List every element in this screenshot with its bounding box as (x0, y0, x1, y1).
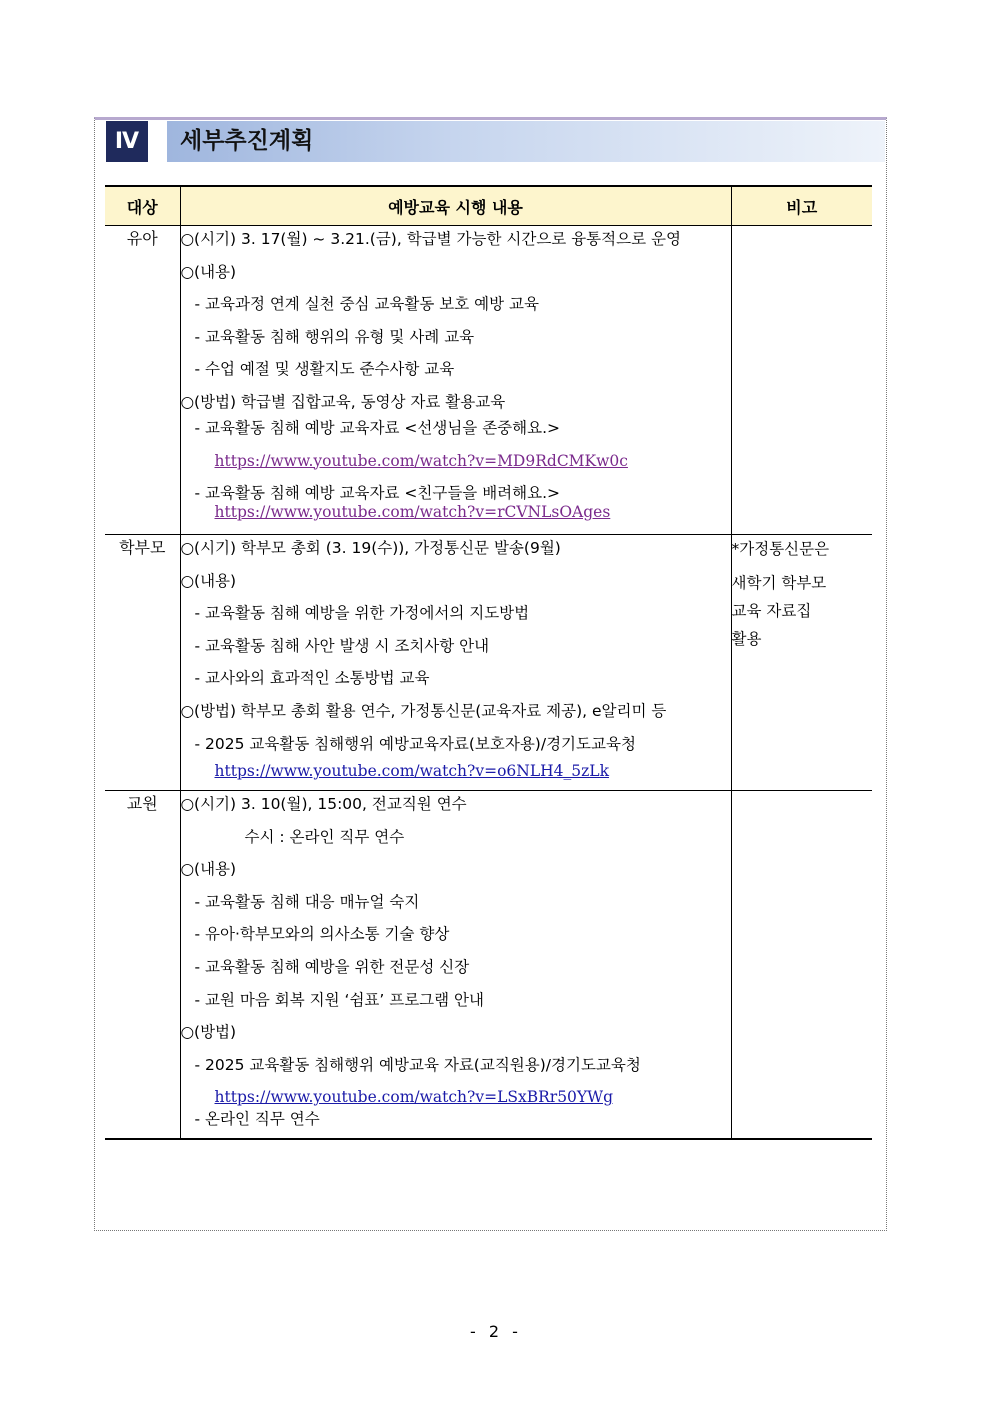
content-line: - 교육과정 연계 실천 중심 교육활동 보호 예방 교육 (194, 295, 539, 314)
content-line: - 온라인 직무 연수 (194, 1110, 320, 1129)
video-link[interactable]: https://www.youtube.com/watch?v=o6NLH4_5zLk (214, 762, 609, 781)
content-line: ○(시기) 3. 10(월), 15:00, 전교직원 연수 (180, 795, 467, 813)
page-number: - 2 - (470, 1322, 522, 1341)
header-note: 비고 (731, 186, 872, 226)
section-title: 세부추진계획 (180, 128, 314, 154)
plan-table (105, 185, 872, 1140)
content-line: ○(방법) (180, 1023, 237, 1042)
note-cell (731, 535, 872, 791)
table-row (105, 226, 872, 535)
content-cell (180, 791, 731, 1139)
table-row (105, 791, 872, 1139)
section-number-badge: Ⅳ (106, 121, 148, 162)
content-line: ○(내용) (180, 860, 237, 879)
content-line: - 교육활동 침해 예방을 위한 가정에서의 지도방법 (194, 604, 530, 623)
target-cell: 학부모 (105, 535, 180, 791)
content-line: - 2025 교육활동 침해행위 예방교육자료(보호자용)/경기도교육청 (194, 734, 636, 753)
target-cell: 교원 (105, 791, 180, 1139)
note-line: 교육 자료집 (731, 602, 812, 620)
content-line: - 교원 마음 회복 지원 ‘쉼표’ 프로그램 안내 (194, 990, 485, 1009)
content-line: ○(내용) (180, 571, 237, 590)
video-link[interactable]: https://www.youtube.com/watch?v=MD9RdCMKw0c (214, 451, 628, 470)
content-line: ○(방법) 학부모 총회 활용 연수, 가정통신문(교육자료 제공), e알리미 등 (180, 701, 667, 720)
video-link[interactable]: https://www.youtube.com/watch?v=rCVNLsOAges (214, 503, 611, 522)
content-line: - 교육활동 침해 예방 교육자료 <선생님을 존중해요.> (194, 418, 561, 437)
header-target: 대상 (105, 186, 180, 226)
content-line: ○(시기) 3. 17(월) ~ 3.21.(금), 학급별 가능한 시간으로 융통적으로 운영 (180, 230, 681, 248)
content-line: ○(방법) 학급별 집합교육, 동영상 자료 활용교육 (180, 392, 506, 411)
content-cell (180, 226, 731, 535)
content-cell (180, 535, 731, 791)
content-line: - 교사와의 효과적인 소통방법 교육 (194, 669, 430, 688)
note-line: 활용 (731, 630, 762, 648)
video-link[interactable]: https://www.youtube.com/watch?v=LSxBRr50YWg (214, 1088, 613, 1107)
note-cell (731, 226, 872, 535)
content-line: - 교육활동 침해 행위의 유형 및 사례 교육 (194, 327, 475, 346)
content-line: - 수업 예절 및 생활지도 준수사항 교육 (194, 360, 455, 379)
content-line: 수시 : 온라인 직무 연수 (244, 827, 405, 846)
table-header-row (105, 186, 872, 226)
content-line: - 교육활동 침해 예방을 위한 전문성 신장 (194, 957, 470, 976)
content-line: ○(내용) (180, 262, 237, 281)
content-line: ○(시기) 학부모 총회 (3. 19(수)), 가정통신문 발송(9월) (180, 539, 561, 557)
content-line: - 교육활동 침해 예방 교육자료 <친구들을 배려해요.> (194, 484, 561, 503)
table-row (105, 535, 872, 791)
target-cell: 유아 (105, 226, 180, 535)
content-line: - 유아·학부모와의 의사소통 기술 향상 (194, 925, 450, 944)
note-line: *가정통신문은 (731, 540, 830, 558)
header-content: 예방교육 시행 내용 (180, 186, 731, 226)
content-line: - 교육활동 침해 사안 발생 시 조치사항 안내 (194, 636, 490, 655)
note-line: 새학기 학부모 (731, 574, 827, 592)
content-line: - 2025 교육활동 침해행위 예방교육 자료(교직원용)/경기도교육청 (194, 1055, 641, 1074)
note-cell (731, 791, 872, 1139)
content-line: - 교육활동 침해 대응 매뉴얼 숙지 (194, 892, 420, 911)
